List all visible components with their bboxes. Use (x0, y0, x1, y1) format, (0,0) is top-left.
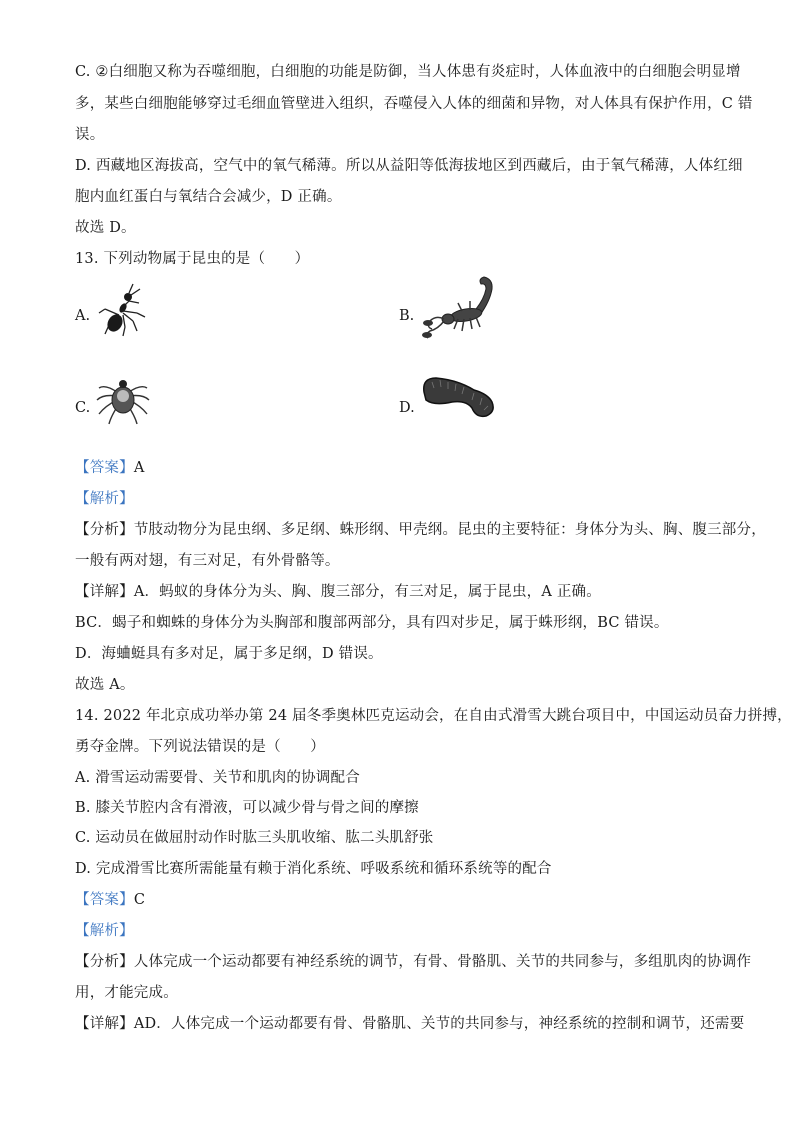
explanation-c-line2: 多，某些白细胞能够穿过毛细血管壁进入组织，吞噬侵入人体的细菌和异物，对人体具有保护作用，C 错 (75, 96, 753, 112)
explanation-c-line1: C. ②白细胞又称为吞噬细胞，白细胞的功能是防御，当人体患有炎症时，人体血液中的白细胞会明显增 (75, 64, 741, 80)
fenxi-text: 人体完成一个运动都要有神经系统的调节，有骨、骨骼肌、关节的共同参与，多组肌肉的协调作 (133, 954, 752, 970)
q13-detail-line3: D．海蛐蜓具有多对足，属于多足纲，D 错误。 (75, 646, 383, 662)
ant-icon (93, 279, 153, 339)
q13-analysis-tag (75, 489, 735, 509)
fenxi-text: 节肢动物分为昆虫纲、多足纲、蛛形纲、甲壳纲。昆虫的主要特征：身体分为头、胸、腹三部分， (133, 522, 766, 538)
explanation-d-line2: 胞内血红蛋白与氧结合会减少，D 正确。 (75, 189, 342, 205)
question-14-stem-line1: 14. 2022 年北京成功举办第 24 届冬季奥林匹克运动会，在自由式滑雪大跳台项目中，中国运动员奋力拼搏， (75, 708, 792, 724)
scorpion-icon (418, 271, 508, 341)
explanation-conclusion: 故选 D。 (75, 220, 136, 236)
q14-option-d: D. 完成滑雪比赛所需能量有赖于消化系统、呼吸系统和循环系统等的配合 (75, 861, 552, 877)
question-14-stem-line2: 勇夺金牌。下列说法错误的是（ ） (75, 739, 325, 755)
analysis-tag: 【解析】 (75, 923, 134, 939)
tick-spider-icon (93, 366, 153, 426)
q14-option-a: A. 滑雪运动需要骨、关节和肌肉的协调配合 (75, 770, 360, 786)
q14-option-c: C. 运动员在做屈肘动作时肱三头肌收缩、肱二头肌舒张 (75, 830, 434, 846)
q13-fenxi-line2: 一般有两对翅，有三对足，有外骨骼等。 (75, 553, 340, 569)
detail-tag: 【详解】 (75, 584, 134, 600)
q13-option-a-label: A. (75, 308, 91, 324)
q13-option-d-label: D. (399, 400, 415, 416)
question-13-stem: 13. 下列动物属于昆虫的是（ ） (75, 251, 310, 267)
sea-cucumber-icon (418, 370, 498, 422)
q13-option-b-label: B. (399, 308, 415, 324)
detail-text: AD．人体完成一个运动都要有骨、骨骼肌、关节的共同参与，神经系统的控制和调节，还需要 (133, 1016, 745, 1032)
q13-detail-line1 (75, 582, 735, 602)
explanation-c-line3: 误。 (75, 127, 105, 143)
detail-text: A．蚂蚁的身体分为头、胸、腹三部分，有三对足，属于昆虫，A 正确。 (133, 584, 601, 600)
q13-option-c-label: C. (75, 400, 91, 416)
detail-tag: 【详解】 (75, 1016, 134, 1032)
fenxi-tag: 【分析】 (75, 522, 134, 538)
answer-tag: 【答案】 (75, 892, 134, 908)
answer-tag: 【答案】 (75, 460, 134, 476)
q14-detail-line1 (75, 1014, 745, 1034)
analysis-tag: 【解析】 (75, 491, 134, 507)
q14-analysis-tag (75, 921, 735, 941)
q14-option-b: B. 膝关节腔内含有滑液，可以减少骨与骨之间的摩擦 (75, 800, 419, 816)
q13-detail-line2: BC．蝎子和蜘蛛的身体分为头胸部和腹部两部分，具有四对步足，属于蛛形纲，BC 错误。 (75, 615, 669, 631)
fenxi-tag: 【分析】 (75, 954, 134, 970)
q13-fenxi-line1 (75, 520, 766, 540)
explanation-d-line1: D. 西藏地区海拔高，空气中的氧气稀薄。所以从益阳等低海拔地区到西藏后，由于氧气稀薄，人体红细 (75, 158, 743, 174)
q14-fenxi-line2: 用，才能完成。 (75, 985, 178, 1001)
answer-value: C (133, 892, 146, 908)
q14-fenxi-line1 (75, 952, 752, 972)
q13-conclusion: 故选 A。 (75, 677, 135, 693)
q14-answer (75, 890, 735, 910)
answer-value: A (133, 460, 145, 476)
q13-answer (75, 458, 735, 478)
